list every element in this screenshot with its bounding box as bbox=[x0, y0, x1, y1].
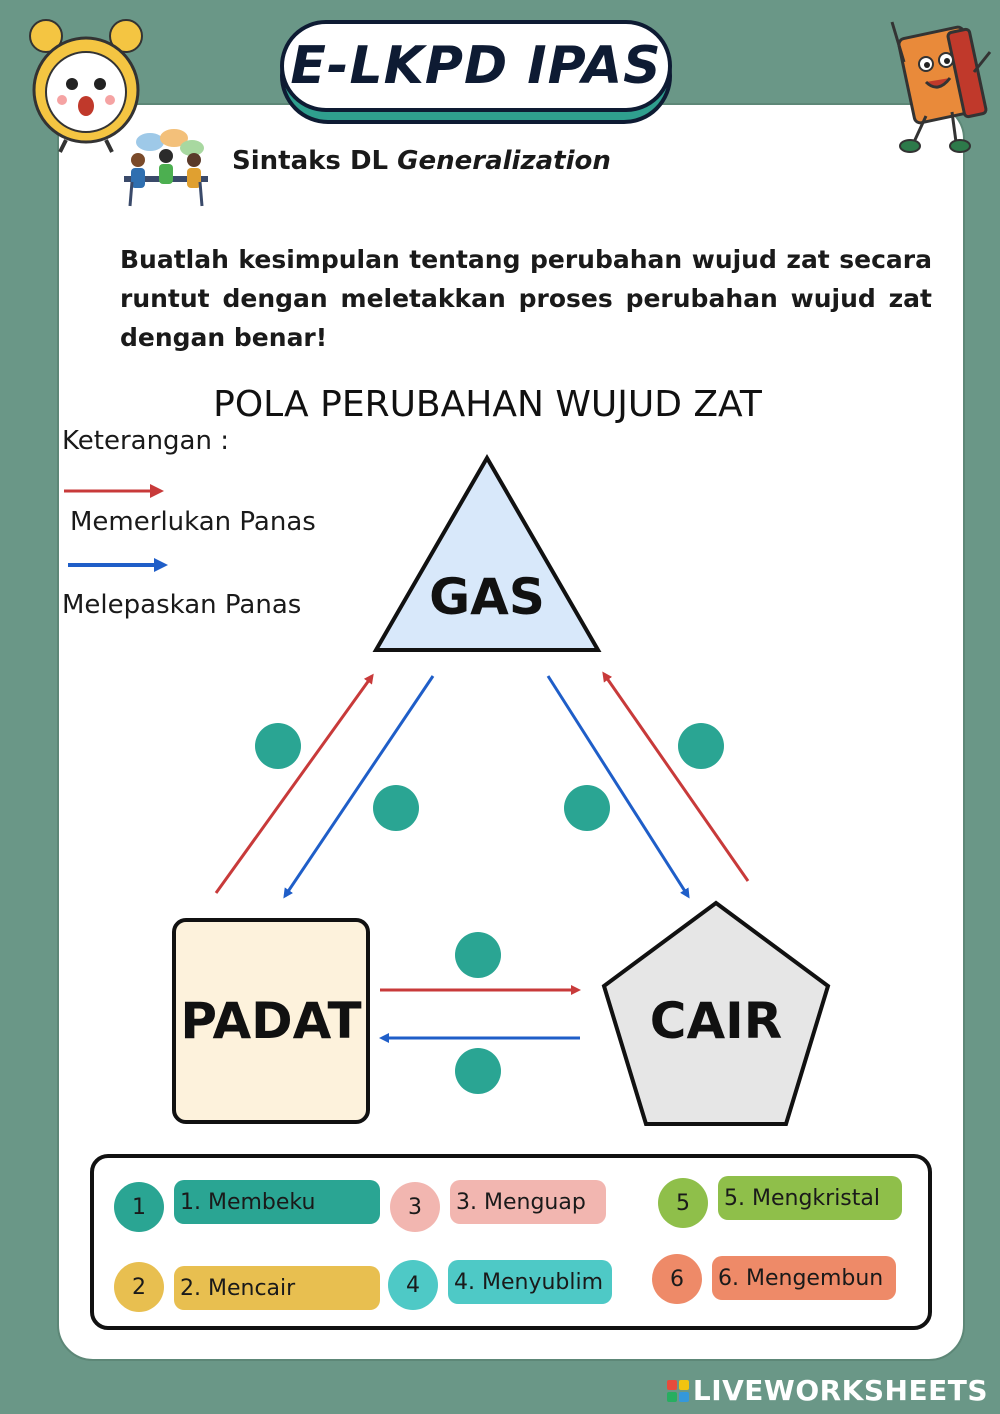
cair-label: CAIR bbox=[649, 992, 783, 1050]
option-number-1: 1 bbox=[114, 1182, 164, 1232]
drop-target-padat-to-gas[interactable] bbox=[255, 723, 301, 769]
arrow-cair-to-gas bbox=[604, 674, 748, 881]
arrow-gas-to-padat bbox=[285, 676, 433, 896]
option-mengkristal[interactable]: 5. Mengkristal bbox=[718, 1176, 902, 1220]
drop-target-gas-to-padat[interactable] bbox=[373, 785, 419, 831]
syntax-emphasis: Generalization bbox=[397, 146, 611, 176]
option-number-2: 2 bbox=[114, 1262, 164, 1312]
instruction-text: Buatlah kesimpulan tentang perubahan wujud zat secara runtut dengan meletakkan proses perubahan wujud zat dengan benar! bbox=[120, 245, 932, 352]
option-menguap[interactable]: 3. Menguap bbox=[450, 1180, 606, 1224]
legend-title: Keterangan : bbox=[62, 426, 229, 456]
option-menyublim[interactable]: 4. Menyublim bbox=[448, 1260, 612, 1304]
worksheet-title: E-LKPD IPAS bbox=[290, 36, 662, 96]
footer-brand: LIVEWORKSHEETS bbox=[692, 1374, 988, 1407]
answer-options-box bbox=[90, 1154, 932, 1330]
option-number-3: 3 bbox=[390, 1182, 440, 1232]
diagram-title: POLA PERUBAHAN WUJUD ZAT bbox=[213, 384, 762, 425]
syntax-prefix: Sintaks DL bbox=[232, 146, 389, 176]
drop-target-cair-to-padat[interactable] bbox=[455, 1048, 501, 1094]
legend-heat-label: Memerlukan Panas bbox=[70, 507, 316, 537]
legend-release-label: Melepaskan Panas bbox=[62, 590, 302, 620]
arrow-gas-to-cair bbox=[548, 676, 688, 896]
liveworksheets-logo bbox=[667, 1374, 988, 1407]
option-number-5: 5 bbox=[658, 1178, 708, 1228]
option-membeku[interactable]: 1. Membeku bbox=[174, 1180, 380, 1224]
drop-target-cair-to-gas[interactable] bbox=[678, 723, 724, 769]
liveworksheets-mark-icon bbox=[667, 1380, 689, 1402]
option-number-6: 6 bbox=[652, 1254, 702, 1304]
option-number-4: 4 bbox=[388, 1260, 438, 1310]
drop-target-gas-to-cair[interactable] bbox=[564, 785, 610, 831]
option-mengembun[interactable]: 6. Mengembun bbox=[712, 1256, 896, 1300]
option-mencair[interactable]: 2. Mencair bbox=[174, 1266, 380, 1310]
padat-shape bbox=[172, 918, 370, 1124]
gas-label: GAS bbox=[429, 568, 545, 626]
padat-label: PADAT bbox=[180, 992, 362, 1050]
drop-target-padat-to-cair[interactable] bbox=[455, 932, 501, 978]
arrow-padat-to-gas bbox=[216, 676, 372, 893]
